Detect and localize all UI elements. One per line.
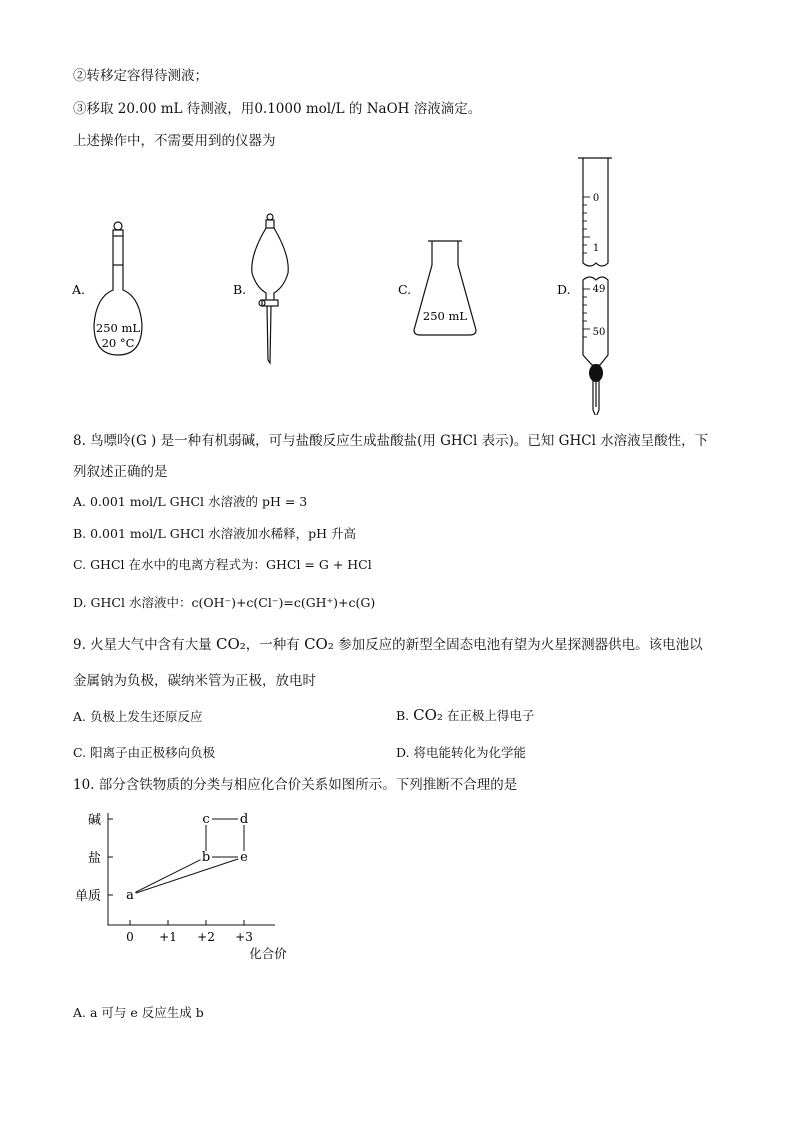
chart-edge-a-b [135,860,200,893]
burette-stopcock [589,364,603,382]
q8-option-a: A. 0.001 mol/L GHCl 水溶液的 pH = 3 [73,494,308,509]
chart-point-d: d [239,812,249,827]
q9-co2-2: CO₂ [304,635,334,653]
chart-y-tick-label: 单质 [74,889,101,904]
q10-stem: 10. 部分含铁物质的分类与相应化合价关系如图所示。下列推断不合理的是 [73,777,518,793]
step3-a: ③移取 [73,101,118,117]
chart-edge-a-e [136,859,239,893]
q9-stem-c: 参加反应的新型全固态电池有望为火星探测器供电。该电池以 [333,637,703,653]
q9-option-c: C. 阳离子由正极移向负极 [73,745,216,760]
chart-point-c: c [202,812,210,827]
q10-option-a: A. a 可与 e 反应生成 b [73,1005,204,1020]
q9-option-b [396,705,534,726]
flask-volume-label: 250 mL [95,321,141,335]
q8-option-d [73,593,375,613]
chart-xlabel: 化合价 [249,946,287,961]
step3-volume: 20.00 mL [117,101,183,117]
chart-point-e: e [240,850,248,865]
option-a-label: A. [72,282,86,297]
q8-option-d-prefix: D. GHCl 水溶液中： [73,595,192,610]
q8-option-b: B. 0.001 mol/L GHCl 水溶液加水稀释，pH 升高 [73,526,357,541]
q9-stem-line2: 金属钠为负极，碳纳米管为正极，放电时 [73,673,316,689]
option-d-label: D. [557,282,571,297]
q8-stem-line1: 8. 鸟嘌呤(G ) 是一种有机弱碱，可与盐酸反应生成盐酸盐(用 GHCl 表示)。已知 GHCl 水溶液呈酸性，下 [73,433,709,449]
q8-option-c: C. GHCl 在水中的电离方程式为：GHCl = G + HCl [73,557,372,572]
chart-point-a: a [126,888,134,903]
q9-option-b-prefix: B. [396,708,414,723]
q8-stem-line2: 列叙述正确的是 [73,464,168,480]
chart-x-tick-label: +2 [197,930,215,944]
line-step3 [73,99,481,119]
q9-stem-a: 9. 火星大气中含有大量 [73,637,216,653]
burette-graduations [583,197,590,337]
q9-option-b-co2: CO₂ [413,706,443,724]
q9-option-a: A. 负极上发生还原反应 [73,709,203,724]
apparatus-figure [0,155,794,415]
q9-stem-b: ，一种有 [245,637,305,653]
flask-temp-label: 20 °C [101,336,135,350]
burette-tick-49: 49 [592,284,606,295]
chart-axes [108,813,275,925]
line-question: 上述操作中，不需要用到的仪器为 [73,133,276,149]
step3-c: 的 [344,101,367,117]
q9-option-b-suffix: 在正极上得电子 [442,708,535,723]
burette-tick-50: 50 [592,327,606,338]
chart-x-tick-label: +1 [159,930,177,944]
chart-x-tick-label: 0 [126,930,134,944]
step3-d: 溶液滴定。 [409,101,482,117]
conical-volume-label: 250 mL [422,309,468,323]
q9-co2-1: CO₂ [215,635,246,653]
valence-chart [70,800,330,970]
step3-b: 待测液，用 [182,101,255,117]
q9-stem-line1 [73,634,703,655]
burette-tick-1: 1 [592,243,600,254]
separatory-funnel-icon [252,214,288,363]
line-step2: ②转移定容得待测液； [73,68,208,84]
chart-point-b: b [201,850,211,865]
step3-concentration: 0.1000 mol/L [254,101,345,117]
step3-naoh: NaOH [366,101,410,117]
option-c-label: C. [398,282,412,297]
q9-option-d: D. 将电能转化为化学能 [396,745,527,760]
chart-x-tick-label: +3 [235,930,253,944]
chart-y-tick-label: 碱 [87,813,101,828]
chart-y-tick-label: 盐 [87,851,101,866]
option-b-label: B. [233,282,247,297]
burette-tick-0: 0 [592,193,600,204]
q8-option-d-equation: c(OH⁻)+c(Cl⁻)=c(GH⁺)+c(G) [191,595,376,610]
